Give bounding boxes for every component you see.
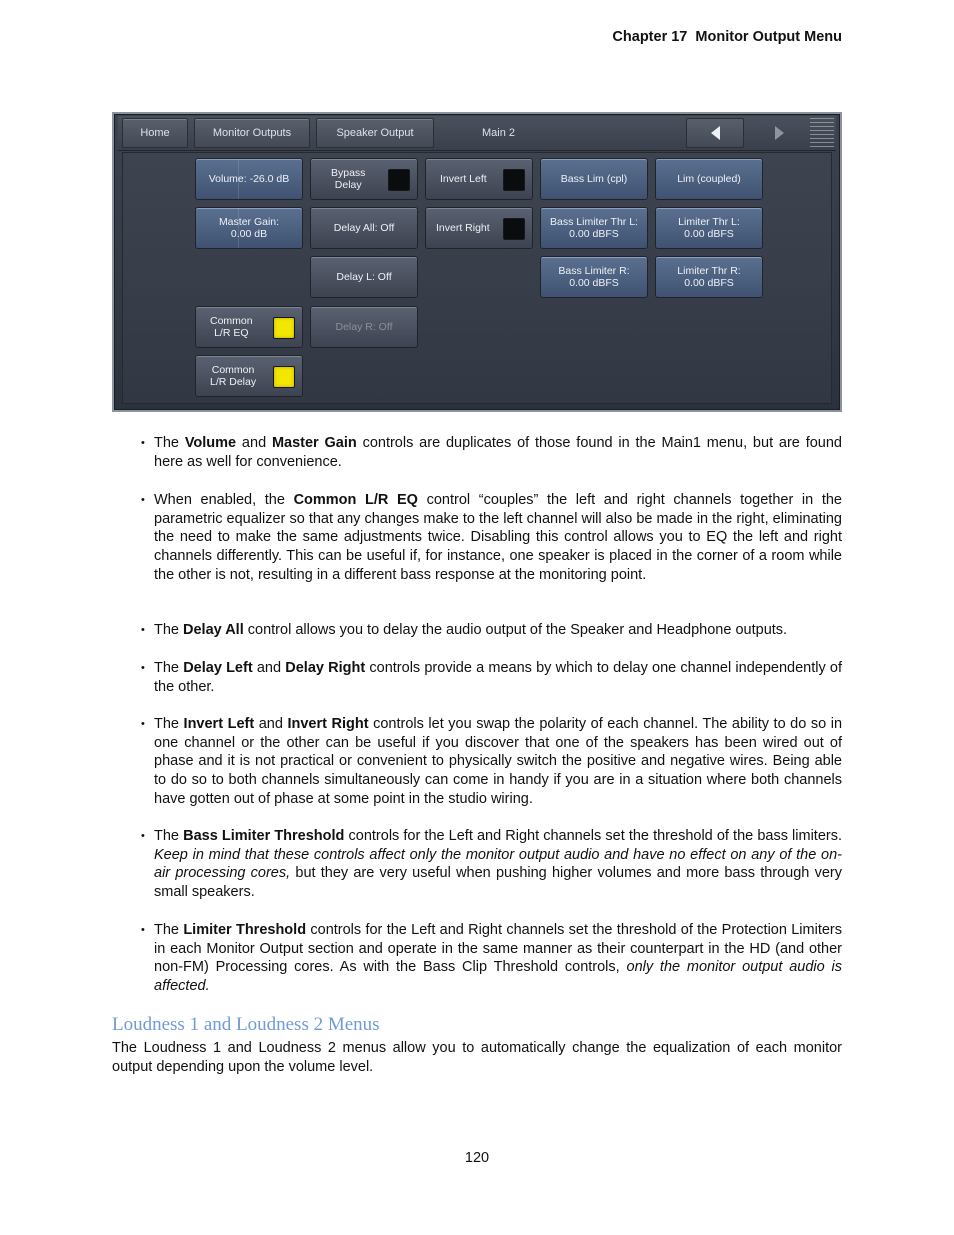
common-lr-delay-indicator <box>273 366 295 388</box>
bullet-bass-limiter-threshold: • The Bass Limiter Threshold controls for the Left and Right channels set the threshold of the bass limiters. Keep in mind that these controls affect only the monitor output audio and have no effect on any of the on-air processing cores, but they are very useful when pushing higher volumes and more bass through very small speakers. <box>154 827 842 902</box>
invert-left-indicator <box>503 169 525 191</box>
bullet-delay-all: • The Delay All control allows you to delay the audio output of the Speaker and Headphone outputs. <box>154 621 842 640</box>
section-heading: Loudness 1 and Loudness 2 Menus <box>112 1014 380 1035</box>
bullet-common-lr-eq: • When enabled, the Common L/R EQ control “couples” the left and right channels together in the parametric equalizer so that any changes make to the left channel will also be made in the right, eliminating the need to make the same adjustments twice. Disabling this control allows you to EQ the left and right channels differently. This can be useful if, for instance, one speaker is placed in the corner of a room while the other is not, resulting in a different bass response at the monitoring point. <box>154 491 842 585</box>
delay-right-label: Delay R: Off <box>335 321 393 333</box>
arrow-left-icon <box>711 126 720 140</box>
home-button[interactable]: Home <box>122 118 188 148</box>
monitor-output-screenshot <box>112 112 842 412</box>
invert-left-toggle[interactable] <box>425 158 533 200</box>
controls-area <box>122 152 832 404</box>
limiter-thr-left-control[interactable] <box>655 207 763 249</box>
common-lr-eq-indicator <box>273 317 295 339</box>
arrow-right-icon <box>775 126 784 140</box>
page-number: 120 <box>464 1150 490 1166</box>
common-lr-eq-toggle[interactable] <box>195 306 303 348</box>
top-nav-bar <box>118 116 836 151</box>
invert-right-indicator <box>503 218 525 240</box>
bypass-delay-indicator <box>388 169 410 191</box>
limiter-thr-left-label: Limiter Thr L: 0.00 dBFS <box>678 216 740 240</box>
bullet-invert-left-right: • The Invert Left and Invert Right controls let you swap the polarity of each channel. The ability to do so in one channel or the other can be useful if you discover that one of the speakers has been wired out of phase and it is not practical or convenient to physically switch the positive and negative wires. Being able to do so to both channels simultaneously can come in handy if you are in a situation where both channels have gotten out of phase at some point in the studio wiring. <box>154 715 842 809</box>
monitor-outputs-button[interactable]: Monitor Outputs <box>194 118 310 148</box>
bullet-limiter-threshold: • The Limiter Threshold controls for the Left and Right channels set the threshold of the Protection Limiters in each Monitor Output section and operate in the same manner as their counterpart in the HD (and other non-FM) Processing cores. As with the Bass Clip Threshold controls, only the monitor output audio is affected. <box>154 921 842 996</box>
lim-coupled-label: Lim (coupled) <box>677 173 741 185</box>
bypass-delay-toggle[interactable] <box>310 158 418 200</box>
master-gain-label: Master Gain: 0.00 dB <box>218 216 280 240</box>
master-gain-control[interactable] <box>195 207 303 249</box>
delay-left-label: Delay L: Off <box>336 271 392 283</box>
lim-coupled-control[interactable] <box>655 158 763 200</box>
speaker-output-button[interactable]: Speaker Output <box>316 118 434 148</box>
delay-right-control[interactable] <box>310 306 418 348</box>
previous-page-button[interactable] <box>686 118 744 148</box>
menu-icon[interactable] <box>810 118 834 148</box>
screen-title: Main 2 <box>482 127 516 139</box>
invert-right-label: Invert Right <box>436 222 490 234</box>
common-lr-delay-toggle[interactable] <box>195 355 303 397</box>
chapter-header: Chapter 17 Monitor Output Menu <box>612 29 842 45</box>
bass-limiter-right-label: Bass Limiter R: 0.00 dBFS <box>558 265 630 289</box>
limiter-thr-right-label: Limiter Thr R: 0.00 dBFS <box>677 265 741 289</box>
bullet-delay-left-right: • The Delay Left and Delay Right controls provide a means by which to delay one channel independently of the other. <box>154 659 842 696</box>
limiter-thr-right-control[interactable] <box>655 256 763 298</box>
volume-label: Volume: -26.0 dB <box>208 173 290 185</box>
common-lr-delay-label: Common L/R Delay <box>210 364 257 388</box>
bypass-delay-label: Bypass Delay <box>331 167 366 191</box>
bass-lim-control[interactable] <box>540 158 648 200</box>
common-lr-eq-label: Common L/R EQ <box>210 315 253 339</box>
volume-control[interactable] <box>195 158 303 200</box>
bass-lim-label: Bass Lim (cpl) <box>560 173 628 185</box>
delay-all-label: Delay All: Off <box>333 222 395 234</box>
bass-limiter-right-control[interactable] <box>540 256 648 298</box>
section-paragraph: The Loudness 1 and Loudness 2 menus allow you to automatically change the equalization of each monitor output depending upon the volume level. <box>112 1040 842 1075</box>
invert-right-toggle[interactable] <box>425 207 533 249</box>
invert-left-label: Invert Left <box>440 173 487 185</box>
bullet-volume-master-gain: • The Volume and Master Gain controls are duplicates of those found in the Main1 menu, but are found here as well for convenience. <box>154 434 842 471</box>
delay-all-control[interactable] <box>310 207 418 249</box>
delay-left-control[interactable] <box>310 256 418 298</box>
bass-limiter-thr-left-label: Bass Limiter Thr L: 0.00 dBFS <box>550 216 638 240</box>
next-page-button[interactable] <box>750 118 808 148</box>
bass-limiter-thr-left-control[interactable] <box>540 207 648 249</box>
